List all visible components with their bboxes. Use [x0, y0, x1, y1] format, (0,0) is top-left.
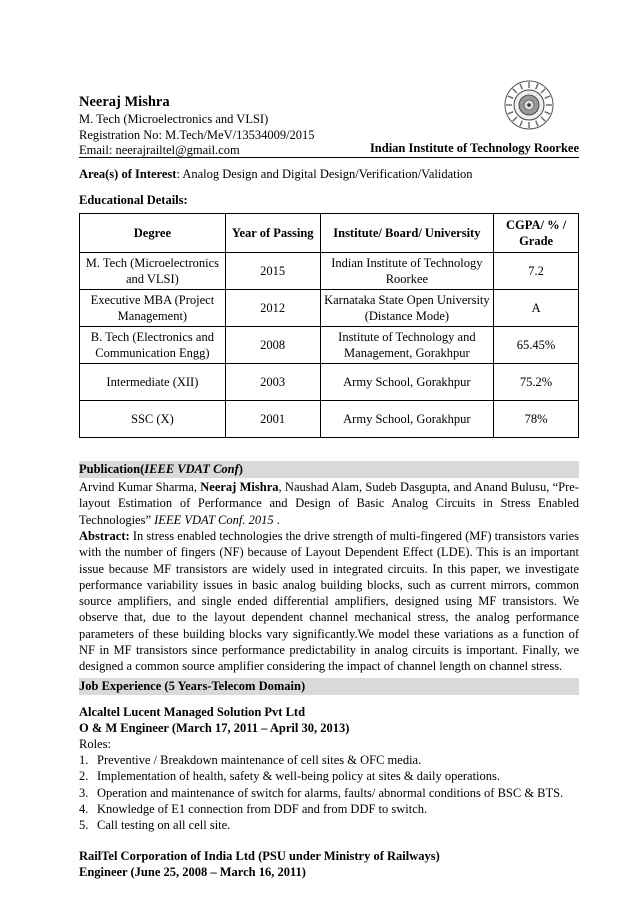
list-text: Preventive / Breakdown maintenance of cell sites & OFC media.	[97, 753, 422, 767]
cell-institute: Karnataka State Open University (Distance Mode)	[320, 290, 494, 327]
cell-degree: B. Tech (Electronics and Communication Engg)	[80, 327, 226, 364]
authors-after: , Naushad Alam, Sudeb Dasgupta, and Anand Bulusu,	[278, 480, 550, 494]
cell-degree: M. Tech (Microelectronics and VLSI)	[80, 253, 226, 290]
abstract-text: In stress enabled technologies the drive strength of multi-fingered (MF) transistors varies with the number of fingers (NF) because of Layout Dependent Effect (LDE). This is an important issue because MF transistors are widely used in integrated circuits. In this paper, we investigate performance variability issues in basic analog building blocks, such as current mirrors, common source amplifiers, and single ended differential amplifiers, designed using MF transistors. We observe that, due to the layout dependent channel mechanical stress, the analog performance parameters of these building blocks vary significantly.We model these variations as a function of NF in MF transistors since performance predictability in analog circuits is important. Finally, we designed a common source amplifier considering the impact of channel length on channel stress.	[79, 529, 579, 674]
cell-degree: Executive MBA (Project Management)	[80, 290, 226, 327]
cell-institute: Army School, Gorakhpur	[320, 401, 494, 438]
publication-bar-prefix: Publication(	[79, 462, 145, 476]
paper-venue-end: .	[273, 512, 280, 527]
email-line: Email: neerajrailtel@gmail.com	[79, 143, 240, 157]
list-item	[79, 817, 579, 833]
cell-grade: A	[494, 290, 579, 327]
cell-grade: 65.45%	[494, 327, 579, 364]
list-item	[79, 801, 579, 817]
program-line: M. Tech (Microelectronics and VLSI)	[79, 112, 269, 126]
cell-year: 2001	[225, 401, 320, 438]
paper-title: “Pre-layout Estimation of Performance and Design of Basic Analog Circuits in Stress Enabled	[79, 480, 579, 511]
education-title: Educational Details:	[79, 193, 188, 207]
header-divider	[79, 157, 579, 158]
authors-before: Arvind Kumar Sharma,	[79, 480, 201, 494]
company-1-name: Alcaltel Lucent Managed Solution Pvt Ltd	[79, 705, 306, 719]
cell-institute: Institute of Technology and Management, Gorakhpur	[320, 327, 494, 364]
cell-degree: SSC (X)	[80, 401, 226, 438]
list-item	[79, 768, 579, 784]
table-row	[80, 253, 579, 290]
list-number: 2.	[79, 769, 89, 784]
roles-list	[79, 752, 579, 833]
list-item	[79, 785, 579, 801]
list-text: Call testing on all cell site.	[97, 818, 231, 833]
company-1-role: O & M Engineer (March 17, 2011 – April 30, 2013)	[79, 721, 350, 735]
table-row	[80, 327, 579, 364]
company-2-name: RailTel Corporation of India Ltd (PSU under Ministry of Railways)	[79, 849, 440, 863]
table-row	[80, 401, 579, 438]
list-number: 1.	[79, 753, 89, 767]
publication-section-bar	[79, 461, 579, 478]
registration-line: Registration No: M.Tech/MeV/13534009/2015	[79, 128, 315, 142]
list-text: Knowledge of E1 connection from DDF and from DDF to switch.	[97, 801, 428, 816]
author-self: Neeraj Mishra	[200, 480, 279, 494]
publication-bar-conf: IEEE VDAT Conf	[144, 462, 239, 476]
cell-institute: Indian Institute of Technology Roorkee	[320, 253, 494, 290]
education-table	[79, 213, 579, 438]
company-2-role: Engineer (June 25, 2008 – March 16, 2011)	[79, 865, 306, 879]
list-number: 3.	[79, 785, 89, 800]
cell-year: 2003	[225, 364, 320, 401]
cell-grade: 75.2%	[494, 364, 579, 401]
abstract-label: Abstract:	[79, 529, 130, 543]
publication-citation	[79, 479, 579, 528]
list-number: 5.	[79, 818, 89, 833]
paper-venue: IEEE VDAT Conf. 2015	[151, 512, 274, 527]
cell-year: 2012	[225, 290, 320, 327]
publication-abstract	[79, 528, 579, 675]
header-degree: Degree	[80, 214, 226, 253]
cell-year: 2008	[225, 327, 320, 364]
list-number: 4.	[79, 801, 89, 816]
list-item	[79, 752, 579, 768]
interest-value: : Analog Design and Digital Design/Verification/Validation	[176, 167, 473, 181]
cell-grade: 78%	[494, 401, 579, 438]
institute-name: Indian Institute of Technology Roorkee	[369, 141, 579, 155]
institute-seal-logo	[504, 80, 554, 130]
experience-section-bar: Job Experience (5 Years-Telecom Domain)	[79, 678, 579, 695]
table-header-row	[80, 214, 579, 253]
publication-bar-suffix: )	[238, 462, 243, 476]
candidate-name: Neeraj Mishra	[79, 94, 170, 110]
roles-label: Roles:	[79, 737, 111, 751]
list-text: Implementation of health, safety & well-being policy at sites & daily operations.	[97, 769, 501, 784]
cell-institute: Army School, Gorakhpur	[320, 364, 494, 401]
cell-year: 2015	[225, 253, 320, 290]
list-text: Operation and maintenance of switch for alarms, faults/ abnormal conditions of BSC & BTS.	[97, 785, 564, 800]
interest-line	[79, 166, 473, 182]
header-grade: CGPA/ % / Grade	[494, 214, 579, 253]
header-year: Year of Passing	[225, 214, 320, 253]
cell-grade: 7.2	[494, 253, 579, 290]
cell-degree: Intermediate (XII)	[80, 364, 226, 401]
table-row	[80, 364, 579, 401]
header-institute: Institute/ Board/ University	[320, 214, 494, 253]
paper-title-end: Technologies”	[79, 512, 152, 527]
table-row	[80, 290, 579, 327]
interest-label: Area(s) of Interest	[79, 167, 177, 181]
